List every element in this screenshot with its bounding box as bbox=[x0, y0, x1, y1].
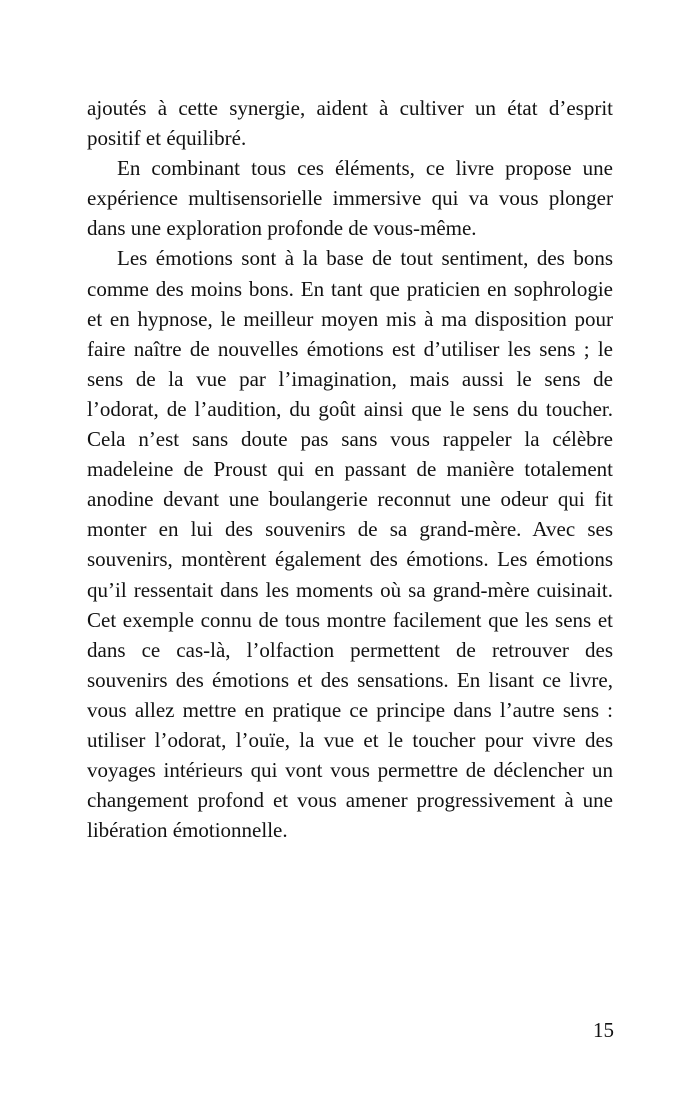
body-text bbox=[87, 93, 613, 845]
paragraph-emotions-senses: Les émotions sont à la base de tout sentiment, des bons comme des moins bons. En tant que praticien en sophrologie et en hypnose, le meilleur moyen mis à ma disposition pour faire naître de nouvelles émotions est d’utiliser les sens ; le sens de la vue par l’imagination, mais aussi le sens de l’odorat, de l’audition, du goût ainsi que le sens du toucher. Cela n’est sans doute pas sans vous rappeler la célèbre madeleine de Proust qui en passant de manière totalement anodine devant une boulangerie reconnut une odeur qui fit monter en lui des souvenirs de sa grand-mère. Avec ses souvenirs, montèrent également des émotions. Les émotions qu’il ressentait dans les moments où sa grand-mère cuisinait. Cet exemple connu de tous montre facilement que les sens et dans ce cas-là, l’olfaction permettent de retrouver des souvenirs des émotions et des sensations. En lisant ce livre, vous allez mettre en pratique ce principe dans l’autre sens : utiliser l’odorat, l’ouïe, la vue et le toucher pour vivre des voyages intérieurs qui vont vous permettre de déclencher un changement profond et vous amener progressivement à une libération émotionnelle. bbox=[87, 246, 613, 843]
page-number: 15 bbox=[593, 1018, 614, 1042]
paragraph-combining-elements: En combinant tous ces éléments, ce livre propose une expérience multisensorielle immersive qui va vous plonger dans une exploration profonde de vous-même. bbox=[87, 156, 613, 241]
paragraph-continued: ajoutés à cette synergie, aident à cultiver un état d’esprit positif et équilibré. bbox=[87, 96, 613, 151]
